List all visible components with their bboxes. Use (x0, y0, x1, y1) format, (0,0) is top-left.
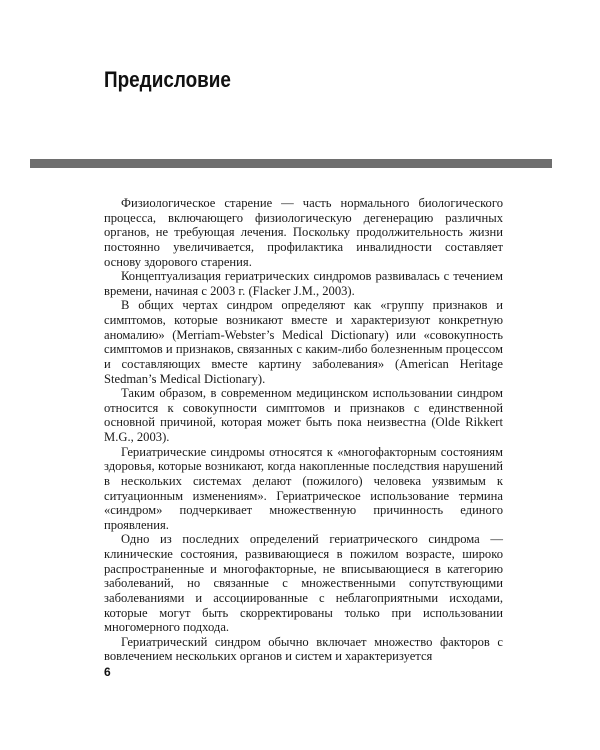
paragraph: Концептуализация гериатрических синдромов развивалась с течением времени, начиная с 2003 г. (Flacker J.M., 2003). (104, 269, 503, 298)
paragraph: Гериатрический синдром обычно включает множество факторов с вовлечением нескольких органов и систем и характеризуется (104, 634, 503, 664)
heading-rule (30, 159, 552, 168)
page-number: 6 (104, 665, 111, 679)
paragraph: Одно из последних определений гериатрического синдрома — клинические состояния, развивающиеся в пожилом возрасте, широко распространенные и многофакторные, не вписывающиеся в категорию заболеваний, но связанные с множественными сопутствующими заболеваниями и ассоциированные с неблагоприятными исходами, которые могут быть скорректированы только при использовании многомерного подхода. (104, 532, 503, 635)
paragraph: Физиологическое старение — часть нормального биологического процесса, включающего физиологическую дегенерацию различных органов, не требующая лечения. Поскольку продолжительность жизни постоянно увеличивается, профилактика инвалидности составляет основу здорового старения. (104, 196, 503, 269)
paragraph: В общих чертах синдром определяют как «группу признаков и симптомов, которые возникают вместе и характеризуют конкретную аномалию» (Merriam-Webster’s Medical Dictionary) или «совокупность симптомов и признаков, связанных с каким-либо болезненным процессом и составляющих вместе картину заболевания» (American Heritage Stedman’s Medical Dictionary). (104, 298, 503, 386)
paragraph: Гериатрические синдромы относятся к «многофакторным состояниям здоровья, которые возникают, когда накопленные последствия нарушений в нескольких системах делают (пожилого) человека уязвимым к ситуационным изменениям». Гериатрическое использование термина «синдром» подчеркивает множественную причинность единого проявления. (104, 444, 503, 532)
body-text (104, 196, 503, 664)
chapter-heading: Предисловие (104, 67, 231, 92)
paragraph: Таким образом, в современном медицинском использовании синдром относится к совокупности симптомов и признаков с единственной основной причиной, которая может быть пока неизвестна (Olde Rikkert M.G., 2003). (104, 386, 503, 444)
